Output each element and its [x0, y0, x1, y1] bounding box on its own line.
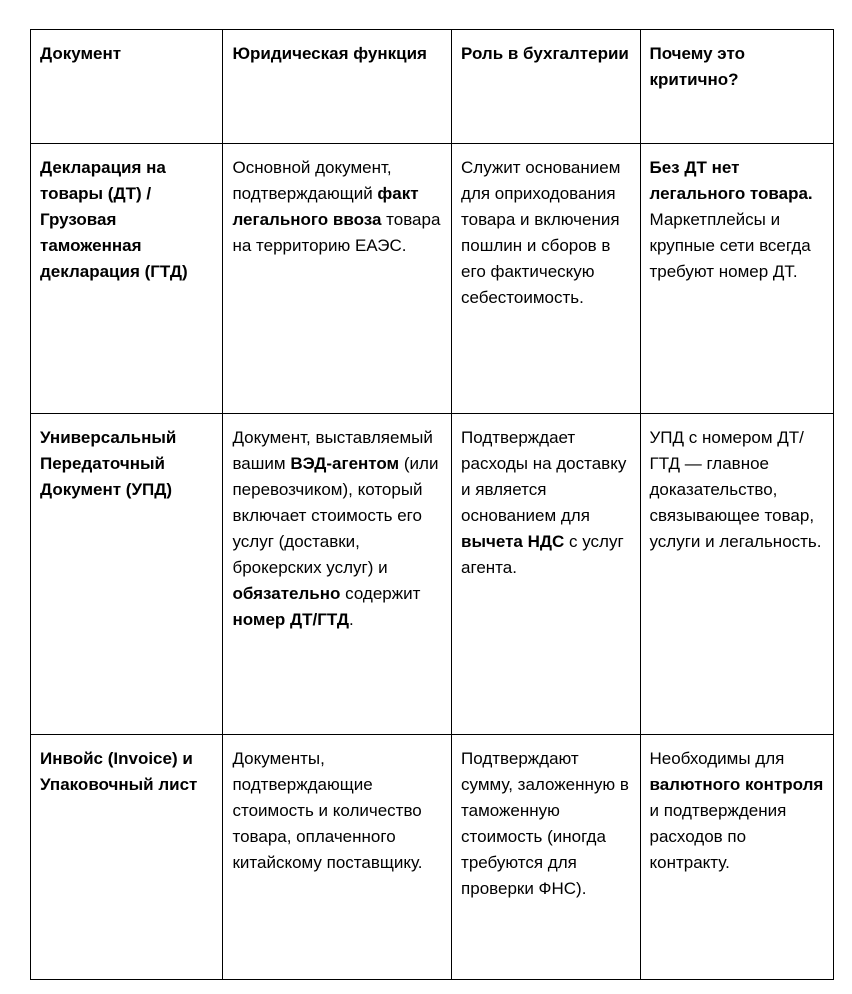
- cell-text: товара на территорию ЕАЭС.: [232, 210, 441, 255]
- emphasis-text: факт легального ввоза: [232, 184, 419, 229]
- emphasis-text: номер ДТ/ГТД: [232, 610, 349, 629]
- cell-text: Основной документ, подтверждающий: [232, 158, 392, 203]
- table-header-row: [31, 30, 834, 144]
- cell-text: Служит основанием для оприходования товара и включения пошлин и сборов в его фактическую себестоимость.: [461, 158, 621, 307]
- emphasis-text: валютного контроля: [649, 775, 824, 794]
- cell-text: Маркетплейсы и крупные сети всегда требуют номер ДТ.: [649, 210, 811, 281]
- header-accounting-role: Роль в бухгалтерии: [452, 30, 640, 144]
- table-row: [31, 144, 834, 414]
- emphasis-text: обязательно: [232, 584, 341, 603]
- cell-text: .: [348, 610, 354, 629]
- cell-legal-function: [223, 144, 452, 414]
- cell-accounting-role: [452, 144, 640, 414]
- table-row: [31, 735, 834, 980]
- emphasis-text: Без ДТ нет легального товара.: [649, 158, 813, 203]
- documents-table: [30, 29, 834, 980]
- cell-document: Декларация на товары (ДТ) / Грузовая таможенная декларация (ГТД): [31, 144, 223, 414]
- cell-text: Подтверждает расходы на доставку и является основанием для: [461, 428, 627, 525]
- cell-text: содержит: [340, 584, 421, 603]
- cell-text: Документ, выставляемый вашим: [232, 428, 433, 473]
- cell-text: (или перевозчиком), который включает стоимость его услуг (доставки, брокерских услуг) и: [232, 454, 439, 577]
- cell-text: Необходимы для: [649, 749, 785, 768]
- header-legal-function: Юридическая функция: [223, 30, 452, 144]
- cell-why-critical: [640, 144, 834, 414]
- cell-text: и подтверждения расходов по контракту.: [649, 801, 787, 872]
- cell-text: с услуг агента.: [461, 532, 624, 577]
- cell-text: Подтверждают сумму, заложенную в таможенную стоимость (иногда требуются для проверки ФНС).: [461, 749, 629, 898]
- table-row: [31, 414, 834, 735]
- cell-why-critical: [640, 414, 834, 735]
- cell-legal-function: [223, 735, 452, 980]
- header-why-critical: Почему это критично?: [640, 30, 834, 144]
- cell-text: Документы, подтверждающие стоимость и количество товара, оплаченного китайскому поставщику.: [232, 749, 423, 872]
- header-document: Документ: [31, 30, 223, 144]
- emphasis-text: вычета НДС: [461, 532, 565, 551]
- cell-why-critical: [640, 735, 834, 980]
- cell-legal-function: [223, 414, 452, 735]
- cell-accounting-role: [452, 414, 640, 735]
- cell-text: УПД с номером ДТ/ГТД — главное доказательство, связывающее товар, услуги и легальность.: [649, 428, 822, 551]
- emphasis-text: ВЭД-агентом: [290, 454, 400, 473]
- cell-document: Инвойс (Invoice) и Упаковочный лист: [31, 735, 223, 980]
- cell-accounting-role: [452, 735, 640, 980]
- cell-document: Универсальный Передаточный Документ (УПД): [31, 414, 223, 735]
